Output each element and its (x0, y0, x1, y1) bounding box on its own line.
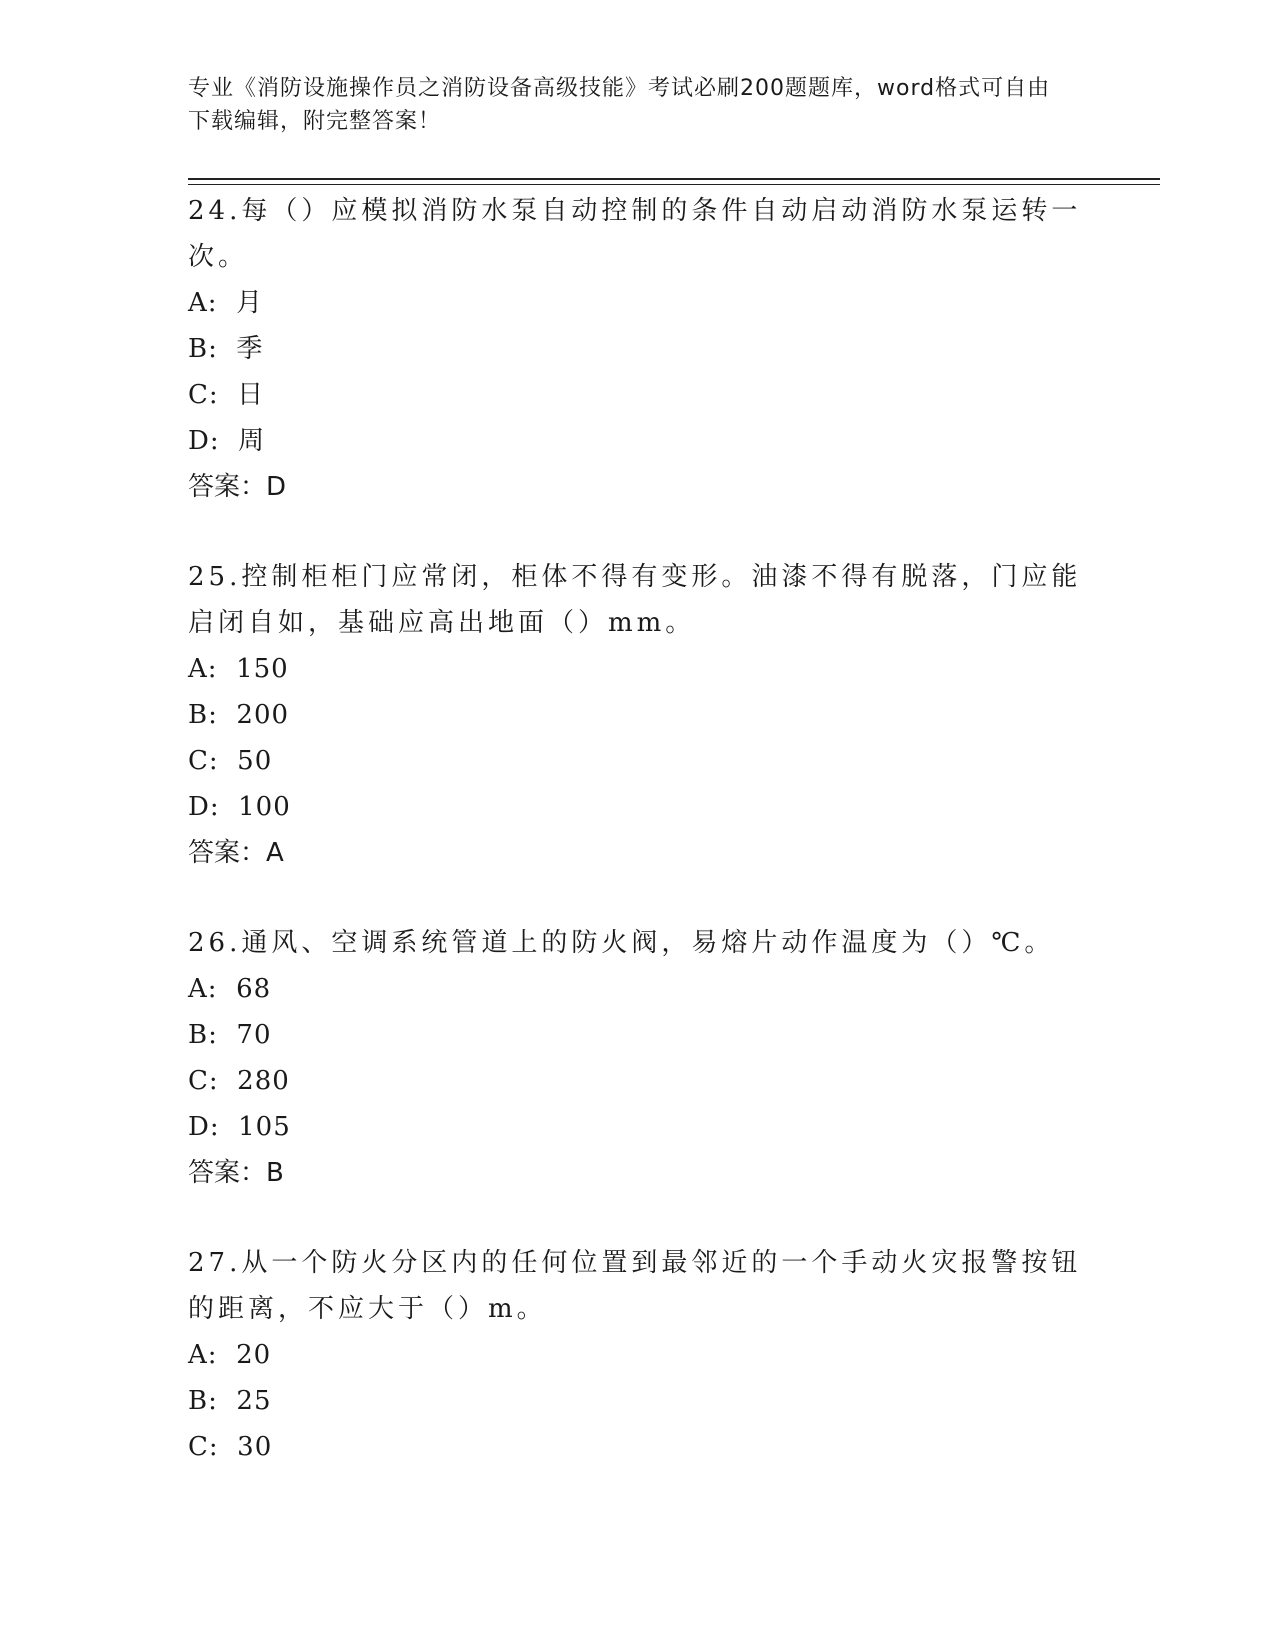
option-c: C: 280 (188, 1066, 290, 1096)
question-text: 26.通风、空调系统管道上的防火阀，易熔片动作温度为（）℃。 (188, 928, 1055, 958)
answer: 答案：D (188, 472, 287, 502)
option-b: B: 70 (188, 1020, 272, 1050)
question-26 (188, 920, 1088, 1196)
option-b: B: 季 (188, 334, 264, 364)
question-25 (188, 554, 1088, 876)
question-text: 25.控制柜柜门应常闭，柜体不得有变形。油漆不得有脱落，门应能启闭自如，基础应高出地面（）mm。 (188, 562, 1082, 638)
option-d: D: 周 (188, 426, 266, 456)
option-a: A: 月 (188, 288, 264, 318)
header-rule-thick (188, 178, 1160, 180)
question-text: 27.从一个防火分区内的任何位置到最邻近的一个手动火灾报警按钮的距离，不应大于（）m。 (188, 1248, 1082, 1324)
option-c: C: 日 (188, 380, 265, 410)
option-d: D: 105 (188, 1112, 291, 1142)
option-b: B: 25 (188, 1386, 272, 1416)
answer: 答案：B (188, 1158, 284, 1188)
option-c: C: 50 (188, 746, 273, 776)
answer: 答案：A (188, 838, 284, 868)
option-a: A: 150 (188, 654, 289, 684)
question-27 (188, 1240, 1088, 1470)
question-text: 24.每（）应模拟消防水泵自动控制的条件自动启动消防水泵运转一次。 (188, 196, 1082, 272)
question-list (188, 188, 1088, 1514)
option-c: C: 30 (188, 1432, 273, 1462)
option-a: A: 68 (188, 974, 272, 1004)
document-header: 专业《消防设施操作员之消防设备高级技能》考试必刷200题题库，word格式可自由下载编辑，附完整答案！ (188, 76, 1051, 134)
option-a: A: 20 (188, 1340, 272, 1370)
option-b: B: 200 (188, 700, 290, 730)
header-rule-thin (188, 184, 1160, 185)
option-d: D: 100 (188, 792, 291, 822)
question-24 (188, 188, 1088, 510)
